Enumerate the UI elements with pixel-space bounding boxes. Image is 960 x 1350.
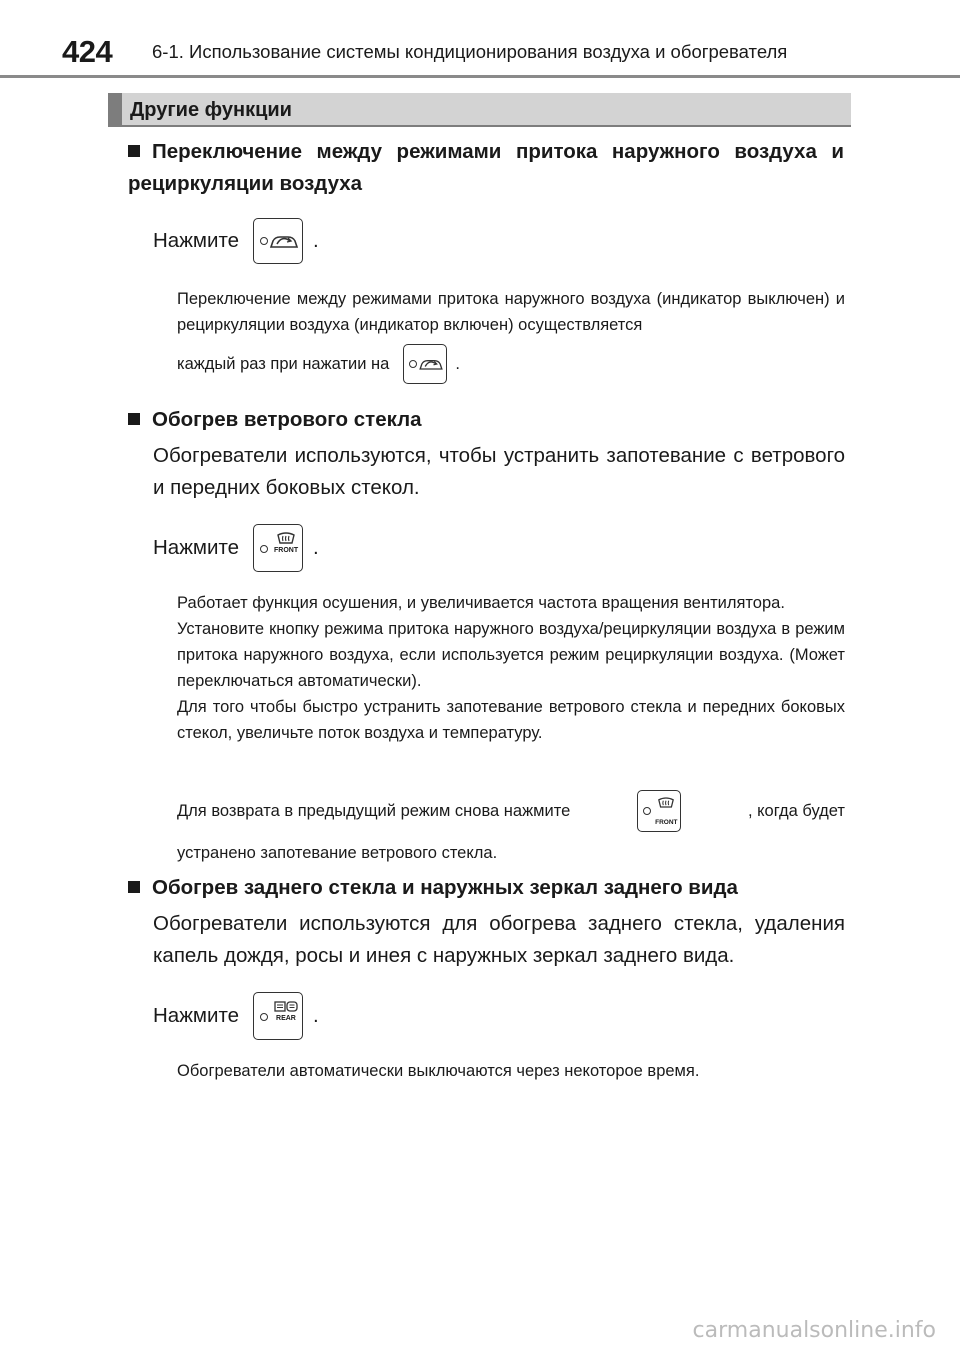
press-label: Нажмите: [153, 229, 240, 252]
press-label: Нажмите: [153, 536, 240, 559]
rear-press-line: [153, 992, 319, 1040]
rear-note: [177, 1058, 845, 1084]
press-label: Нажмите: [153, 1004, 240, 1027]
period: .: [313, 536, 319, 559]
header-divider: [0, 75, 960, 78]
indicator-icon: [260, 545, 268, 553]
bullet-icon: [128, 145, 140, 157]
windshield-defroster-icon: [657, 796, 675, 809]
recirculation-button-icon: [403, 344, 447, 384]
bullet-icon: [128, 413, 140, 425]
front-defroster-button-icon: [253, 524, 303, 572]
recirc-heading-text: Переключение между режимами притока наружного воздуха и рециркуляции воздуха: [128, 140, 844, 195]
windshield-heading: [128, 404, 844, 436]
rear-defogger-button-icon: [253, 992, 303, 1040]
recirculation-button-icon: [253, 218, 303, 264]
rear-heading-text: Обогрев заднего стекла и наружных зеркал заднего вида: [152, 876, 738, 899]
recirc-note: [177, 286, 845, 384]
windshield-defroster-icon: [276, 531, 296, 545]
windshield-section: [128, 404, 844, 436]
return-text-line2: устранено запотевание ветрового стекла.: [177, 844, 498, 862]
period: .: [455, 355, 460, 373]
windshield-press-line: [153, 524, 319, 572]
rear-defogger-icon: [274, 1001, 298, 1013]
recirc-heading: [128, 136, 844, 200]
rear-note-text: Обогреватели автоматически выключаются через некоторое время.: [177, 1062, 700, 1080]
recirc-section: [128, 136, 844, 200]
windshield-note-2: Установите кнопку режима притока наружного воздуха/рециркуляции воздуха в режим притока наружного воздуха, если используется режим рециркуляции воздуха. (Может переключаться автоматически).: [177, 620, 845, 690]
windshield-heading-text: Обогрев ветрового стекла: [152, 408, 422, 431]
bullet-icon: [128, 881, 140, 893]
car-recirculation-icon: [417, 354, 445, 374]
windshield-body-text: Обогреватели используются, чтобы устранить запотевание с ветрового и передних боковых стекол.: [153, 444, 845, 499]
section-title: Другие функции: [130, 99, 292, 121]
rear-section: [128, 872, 844, 904]
indicator-icon: [409, 360, 417, 368]
car-recirculation-icon: [268, 229, 300, 253]
windshield-return: [177, 790, 845, 866]
return-text-before: Для возврата в предыдущий режим снова нажмите: [177, 802, 571, 820]
front-caption: FRONT: [655, 819, 678, 826]
front-caption: FRONT: [274, 547, 299, 554]
period: .: [313, 229, 319, 252]
section-header: [108, 93, 851, 127]
rear-body: [153, 908, 845, 972]
windshield-notes: [177, 590, 845, 746]
chapter-title: 6-1. Использование системы кондиционирования воздуха и обогревателя: [152, 41, 788, 62]
indicator-icon: [643, 807, 651, 815]
indicator-icon: [260, 1013, 268, 1021]
return-text-after: , когда будет: [747, 802, 845, 820]
windshield-body: [153, 440, 845, 504]
page-number: 424: [62, 34, 113, 69]
indicator-icon: [260, 237, 268, 245]
period: .: [313, 1004, 319, 1027]
recirc-note-text: Переключение между режимами притока наружного воздуха (индикатор выключен) и рециркуляции воздуха (индикатор включен) осуществляется: [177, 290, 845, 334]
recirc-note-line2: каждый раз при нажатии на: [177, 355, 390, 373]
rear-caption: REAR: [276, 1015, 296, 1022]
watermark: carmanualsonline.info: [692, 1318, 936, 1343]
rear-heading: [128, 872, 844, 904]
recirc-press-line: [153, 218, 319, 264]
windshield-note-3: Для того чтобы быстро устранить запотевание ветрового стекла и передних боковых стекол, увеличьте поток воздуха и температуру.: [177, 698, 845, 742]
rear-body-text: Обогреватели используются для обогрева заднего стекла, удаления капель дождя, росы и инея с наружных зеркал заднего вида.: [153, 912, 845, 967]
front-defroster-button-icon: [637, 790, 681, 832]
windshield-note-1: Работает функция осушения, и увеличивается частота вращения вентилятора.: [177, 594, 785, 612]
